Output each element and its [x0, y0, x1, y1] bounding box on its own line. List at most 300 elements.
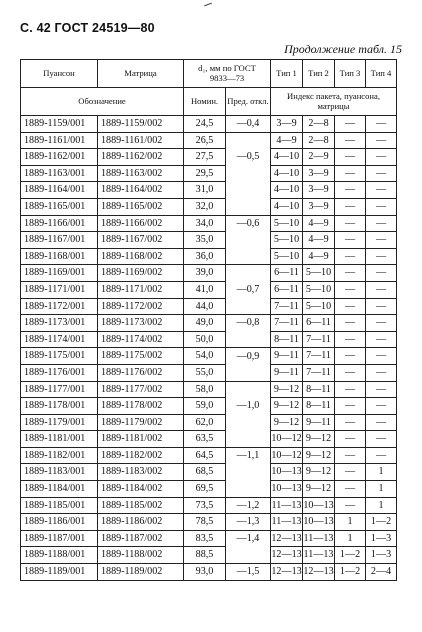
punch-cell: 1889-1185/001	[21, 497, 98, 514]
type2-to: 13	[323, 532, 334, 544]
type2-to: 9	[323, 217, 329, 229]
type1-from: 7	[274, 317, 280, 329]
type3-cell: —	[335, 364, 366, 381]
type3-cell: 1	[335, 530, 366, 547]
punch-cell: 1889-1172/001	[21, 298, 98, 315]
type1-to: 10	[289, 200, 300, 212]
type2-cell: 4—9	[303, 232, 335, 249]
type1-from: 12	[271, 532, 282, 544]
type2-cell: 2—9	[303, 149, 335, 166]
type2-from: 10	[303, 516, 314, 528]
type1-to: 9	[291, 118, 297, 129]
punch-cell: 1889-1174/001	[21, 331, 98, 348]
type2-to: 13	[323, 549, 334, 561]
type1-cell: 9—12	[271, 398, 303, 415]
table-row	[21, 281, 397, 298]
type4-cell: —	[366, 381, 397, 398]
type1-cell: 4—10	[271, 149, 303, 166]
table-row	[21, 165, 397, 182]
tolerance-cell	[226, 232, 271, 249]
col-type4: Тип 4	[366, 60, 397, 88]
type1-to: 13	[291, 483, 302, 495]
type2-cell: 9—12	[303, 464, 335, 481]
type2-from: 7	[306, 333, 312, 345]
type2-to: 8	[323, 134, 329, 146]
type2-to: 12	[321, 466, 332, 478]
type2-from: 11	[303, 532, 314, 544]
type1-cell: 7—11	[271, 315, 303, 332]
tolerance-cell: —1,4	[226, 530, 271, 547]
type4-cell: —	[366, 165, 397, 182]
punch-cell: 1889-1169/001	[21, 265, 98, 282]
type4-cell: 2—4	[366, 564, 397, 581]
table-row	[21, 564, 397, 581]
matrix-cell: 1889-1188/002	[98, 547, 184, 564]
type4-cell: —	[366, 447, 397, 464]
table-row	[21, 381, 397, 398]
punch-cell: 1889-1186/001	[21, 514, 98, 531]
type4-cell: 1—3	[366, 547, 397, 564]
matrix-cell: 1889-1189/002	[98, 564, 184, 581]
type3-cell: —	[335, 149, 366, 166]
type2-to: 9	[323, 234, 329, 246]
col-tolerance: Пред. откл.	[226, 88, 271, 116]
type2-from: 9	[305, 449, 311, 461]
type1-cell: 10—12	[271, 431, 303, 448]
tolerance-cell	[226, 182, 271, 199]
type2-to: 11	[321, 317, 331, 329]
type1-from: 9	[273, 383, 279, 395]
type3-cell: —	[335, 315, 366, 332]
type2-cell: 7—11	[303, 331, 335, 348]
punch-cell: 1889-1175/001	[21, 348, 98, 365]
spec-table	[20, 59, 397, 581]
col-diameter: d₁, мм по ГОСТ 9833—73	[184, 60, 271, 88]
type1-to: 12	[289, 416, 300, 428]
tolerance-cell: —0,4	[226, 116, 271, 133]
type4-cell: —	[366, 132, 397, 149]
tolerance-cell	[226, 265, 271, 282]
type2-from: 5	[305, 267, 311, 279]
type2-cell: 12—13	[303, 564, 335, 581]
type1-from: 10	[271, 449, 282, 461]
tolerance-cell	[226, 198, 271, 215]
type1-from: 9	[273, 416, 279, 428]
nominal-cell: 32,0	[184, 198, 226, 215]
type1-to: 13	[291, 466, 302, 478]
matrix-cell: 1889-1161/002	[98, 132, 184, 149]
table-continuation-label: Продолжение табл. 15	[284, 42, 402, 56]
punch-cell: 1889-1164/001	[21, 182, 98, 199]
matrix-cell: 1889-1186/002	[98, 514, 184, 531]
type3-cell: —	[335, 414, 366, 431]
type1-to: 9	[291, 134, 297, 146]
matrix-cell: 1889-1187/002	[98, 530, 184, 547]
nominal-cell: 64,5	[184, 447, 226, 464]
type4-cell: —	[366, 315, 397, 332]
scan-mark	[204, 3, 212, 7]
table-row	[21, 315, 397, 332]
table-row	[21, 149, 397, 166]
type1-from: 3	[276, 118, 282, 129]
type2-cell: 10—13	[303, 514, 335, 531]
type2-to: 9	[323, 151, 329, 163]
type1-to: 10	[289, 250, 300, 262]
type2-from: 2	[308, 151, 314, 163]
matrix-cell: 1889-1184/002	[98, 481, 184, 498]
punch-cell: 1889-1163/001	[21, 165, 98, 182]
type3-cell: —	[335, 298, 366, 315]
type4-cell: —	[366, 414, 397, 431]
type1-cell: 3—9	[271, 116, 303, 133]
type2-from: 5	[305, 300, 311, 312]
type2-to: 10	[321, 283, 332, 295]
tolerance-cell	[226, 298, 271, 315]
nominal-cell: 44,0	[184, 298, 226, 315]
tolerance-cell: —1,1	[226, 447, 271, 464]
type1-cell: 7—11	[271, 298, 303, 315]
table-row	[21, 364, 397, 381]
type1-cell: 4—10	[271, 182, 303, 199]
tolerance-cell	[226, 481, 271, 498]
punch-cell: 1889-1173/001	[21, 315, 98, 332]
table-row	[21, 514, 397, 531]
matrix-cell: 1889-1181/002	[98, 431, 184, 448]
type1-from: 4	[276, 134, 282, 146]
matrix-cell: 1889-1169/002	[98, 265, 184, 282]
type1-cell: 4—10	[271, 198, 303, 215]
matrix-cell: 1889-1177/002	[98, 381, 184, 398]
type2-to: 13	[323, 516, 334, 528]
table-row	[21, 398, 397, 415]
type3-cell: —	[335, 331, 366, 348]
nominal-cell: 27,5	[184, 149, 226, 166]
type2-cell: 11—13	[303, 530, 335, 547]
nominal-cell: 62,0	[184, 414, 226, 431]
punch-cell: 1889-1168/001	[21, 248, 98, 265]
nominal-cell: 55,0	[184, 364, 226, 381]
punch-cell: 1889-1162/001	[21, 149, 98, 166]
type2-to: 9	[323, 167, 329, 179]
table-row	[21, 547, 397, 564]
type2-to: 11	[321, 350, 331, 362]
type1-from: 5	[273, 250, 279, 262]
type1-from: 10	[271, 433, 282, 445]
type3-cell: —	[335, 248, 366, 265]
nominal-cell: 49,0	[184, 315, 226, 332]
type2-to: 9	[323, 184, 329, 196]
type2-cell: 7—11	[303, 348, 335, 365]
type2-to: 11	[321, 383, 331, 395]
matrix-cell: 1889-1167/002	[98, 232, 184, 249]
matrix-cell: 1889-1162/002	[98, 149, 184, 166]
type4-cell: —	[366, 198, 397, 215]
type2-cell: 9—12	[303, 431, 335, 448]
col-matrix: Матрица	[98, 60, 184, 88]
type2-to: 12	[321, 483, 332, 495]
nominal-cell: 24,5	[184, 116, 226, 133]
type2-from: 12	[303, 566, 314, 578]
type1-from: 8	[274, 333, 280, 345]
type1-to: 10	[289, 184, 300, 196]
type1-cell: 9—11	[271, 348, 303, 365]
type1-cell: 4—9	[271, 132, 303, 149]
punch-cell: 1889-1189/001	[21, 564, 98, 581]
type1-to: 11	[289, 350, 299, 362]
type1-from: 7	[274, 300, 280, 312]
nominal-cell: 83,5	[184, 530, 226, 547]
type4-cell: 1—2	[366, 514, 397, 531]
col-type2: Тип 2	[303, 60, 335, 88]
type1-cell: 12—13	[271, 530, 303, 547]
matrix-cell: 1889-1159/002	[98, 116, 184, 133]
type2-cell: 8—11	[303, 398, 335, 415]
nominal-cell: 59,0	[184, 398, 226, 415]
nominal-cell: 63,5	[184, 431, 226, 448]
nominal-cell: 31,0	[184, 182, 226, 199]
type4-cell: —	[366, 331, 397, 348]
type4-cell: —	[366, 248, 397, 265]
tolerance-cell	[226, 464, 271, 481]
type2-cell: 5—10	[303, 265, 335, 282]
nominal-cell: 73,5	[184, 497, 226, 514]
type3-cell: —	[335, 381, 366, 398]
type3-cell: —	[335, 481, 366, 498]
table-row	[21, 464, 397, 481]
type1-from: 5	[273, 217, 279, 229]
type1-from: 12	[271, 549, 282, 561]
type2-to: 11	[321, 366, 331, 378]
matrix-cell: 1889-1178/002	[98, 398, 184, 415]
type1-cell: 8—11	[271, 331, 303, 348]
punch-cell: 1889-1187/001	[21, 530, 98, 547]
table-row	[21, 481, 397, 498]
matrix-cell: 1889-1171/002	[98, 281, 184, 298]
type2-from: 4	[308, 234, 314, 246]
type1-to: 10	[289, 217, 300, 229]
type1-from: 4	[273, 167, 279, 179]
type4-cell: 1	[366, 464, 397, 481]
type1-from: 11	[271, 516, 282, 528]
type2-to: 9	[323, 250, 329, 262]
type4-cell: —	[366, 215, 397, 232]
type4-cell: 1—3	[366, 530, 397, 547]
type1-cell: 10—13	[271, 481, 303, 498]
type2-cell: 4—9	[303, 248, 335, 265]
type1-to: 12	[291, 449, 302, 461]
type2-from: 11	[303, 549, 314, 561]
type2-from: 8	[306, 383, 312, 395]
table-row	[21, 248, 397, 265]
type2-to: 11	[321, 400, 331, 412]
type2-from: 10	[303, 499, 314, 511]
type1-cell: 6—11	[271, 265, 303, 282]
punch-cell: 1889-1161/001	[21, 132, 98, 149]
type1-from: 4	[273, 151, 279, 163]
type3-cell: 1	[335, 514, 366, 531]
type1-to: 11	[289, 267, 299, 279]
matrix-cell: 1889-1163/002	[98, 165, 184, 182]
type1-from: 4	[273, 184, 279, 196]
type1-to: 11	[289, 300, 299, 312]
type2-to: 10	[321, 267, 332, 279]
type2-from: 7	[306, 350, 312, 362]
type1-to: 11	[289, 333, 299, 345]
type1-to: 10	[289, 167, 300, 179]
type3-cell: 1—2	[335, 547, 366, 564]
table-row	[21, 182, 397, 199]
type2-from: 4	[308, 217, 314, 229]
type3-cell: —	[335, 232, 366, 249]
tolerance-cell: —0,9	[226, 348, 271, 365]
punch-cell: 1889-1182/001	[21, 447, 98, 464]
tolerance-cell: —0,8	[226, 315, 271, 332]
type2-from: 9	[305, 433, 311, 445]
tolerance-cell: —0,6	[226, 215, 271, 232]
punch-cell: 1889-1176/001	[21, 364, 98, 381]
matrix-cell: 1889-1185/002	[98, 497, 184, 514]
punch-cell: 1889-1167/001	[21, 232, 98, 249]
type4-cell: —	[366, 232, 397, 249]
type1-cell: 6—11	[271, 281, 303, 298]
type4-cell: —	[366, 298, 397, 315]
type1-cell: 10—12	[271, 447, 303, 464]
type1-cell: 9—11	[271, 364, 303, 381]
type3-cell: —	[335, 182, 366, 199]
type1-from: 9	[273, 400, 279, 412]
table-row	[21, 431, 397, 448]
matrix-cell: 1889-1168/002	[98, 248, 184, 265]
type3-cell: —	[335, 464, 366, 481]
nominal-cell: 39,0	[184, 265, 226, 282]
type1-cell: 11—13	[271, 497, 303, 514]
type4-cell: —	[366, 281, 397, 298]
nominal-cell: 26,5	[184, 132, 226, 149]
table-row	[21, 447, 397, 464]
matrix-cell: 1889-1166/002	[98, 215, 184, 232]
type2-to: 13	[323, 566, 334, 578]
type2-from: 4	[308, 250, 314, 262]
matrix-cell: 1889-1164/002	[98, 182, 184, 199]
type1-cell: 10—13	[271, 464, 303, 481]
type2-cell: 2—8	[303, 116, 335, 133]
tolerance-cell: —0,7	[226, 281, 271, 298]
type2-to: 8	[323, 118, 329, 129]
type2-cell: 11—13	[303, 547, 335, 564]
tolerance-cell	[226, 364, 271, 381]
col-nominal: Номин.	[184, 88, 226, 116]
punch-cell: 1889-1166/001	[21, 215, 98, 232]
type2-cell: 9—12	[303, 481, 335, 498]
nominal-cell: 88,5	[184, 547, 226, 564]
nominal-cell: 93,0	[184, 564, 226, 581]
tolerance-cell	[226, 431, 271, 448]
type2-to: 12	[321, 433, 332, 445]
type2-cell: 3—9	[303, 165, 335, 182]
type3-cell: —	[335, 265, 366, 282]
col-designation: Обозначение	[21, 88, 184, 116]
type3-cell: —	[335, 497, 366, 514]
tolerance-cell	[226, 132, 271, 149]
type2-from: 5	[305, 283, 311, 295]
col-type1: Тип 1	[271, 60, 303, 88]
table-row	[21, 331, 397, 348]
matrix-cell: 1889-1176/002	[98, 364, 184, 381]
type4-cell: 1	[366, 481, 397, 498]
punch-cell: 1889-1178/001	[21, 398, 98, 415]
tolerance-cell: —1,3	[226, 514, 271, 531]
table-row	[21, 348, 397, 365]
type1-from: 12	[271, 566, 282, 578]
type2-cell: 3—9	[303, 182, 335, 199]
type1-to: 13	[291, 516, 302, 528]
type2-cell: 5—10	[303, 281, 335, 298]
table-row	[21, 116, 397, 133]
nominal-cell: 29,5	[184, 165, 226, 182]
punch-cell: 1889-1159/001	[21, 116, 98, 133]
type1-to: 11	[289, 283, 299, 295]
type1-from: 6	[274, 283, 280, 295]
tolerance-cell	[226, 331, 271, 348]
tolerance-cell: —1,0	[226, 398, 271, 415]
type2-to: 11	[321, 333, 331, 345]
type2-cell: 3—9	[303, 198, 335, 215]
type3-cell: 1—2	[335, 564, 366, 581]
type2-to: 11	[321, 416, 331, 428]
tolerance-cell: —1,5	[226, 564, 271, 581]
type1-cell: 9—12	[271, 381, 303, 398]
type4-cell: —	[366, 149, 397, 166]
nominal-cell: 78,5	[184, 514, 226, 531]
type1-from: 5	[273, 234, 279, 246]
type1-from: 9	[274, 366, 280, 378]
matrix-cell: 1889-1179/002	[98, 414, 184, 431]
type2-to: 9	[323, 200, 329, 212]
type1-from: 11	[271, 499, 282, 511]
type2-cell: 4—9	[303, 215, 335, 232]
table-row	[21, 298, 397, 315]
type2-from: 3	[308, 184, 314, 196]
type3-cell: —	[335, 281, 366, 298]
type4-cell: —	[366, 182, 397, 199]
nominal-cell: 41,0	[184, 281, 226, 298]
type2-from: 2	[308, 118, 314, 129]
type1-cell: 9—12	[271, 414, 303, 431]
type3-cell: —	[335, 116, 366, 133]
type4-cell: 1	[366, 497, 397, 514]
type1-cell: 12—13	[271, 564, 303, 581]
type2-from: 3	[308, 167, 314, 179]
table-row	[21, 198, 397, 215]
page-header: С. 42 ГОСТ 24519—80	[20, 21, 155, 35]
type2-to: 13	[323, 499, 334, 511]
matrix-cell: 1889-1172/002	[98, 298, 184, 315]
tolerance-cell	[226, 248, 271, 265]
punch-cell: 1889-1184/001	[21, 481, 98, 498]
tolerance-cell: —0,5	[226, 149, 271, 166]
matrix-cell: 1889-1165/002	[98, 198, 184, 215]
type4-cell: —	[366, 265, 397, 282]
col-type3: Тип 3	[335, 60, 366, 88]
type2-from: 9	[305, 483, 311, 495]
type2-from: 9	[306, 416, 312, 428]
type1-to: 11	[289, 366, 299, 378]
type2-cell: 5—10	[303, 298, 335, 315]
type3-cell: —	[335, 132, 366, 149]
matrix-cell: 1889-1173/002	[98, 315, 184, 332]
type4-cell: —	[366, 431, 397, 448]
nominal-cell: 35,0	[184, 232, 226, 249]
